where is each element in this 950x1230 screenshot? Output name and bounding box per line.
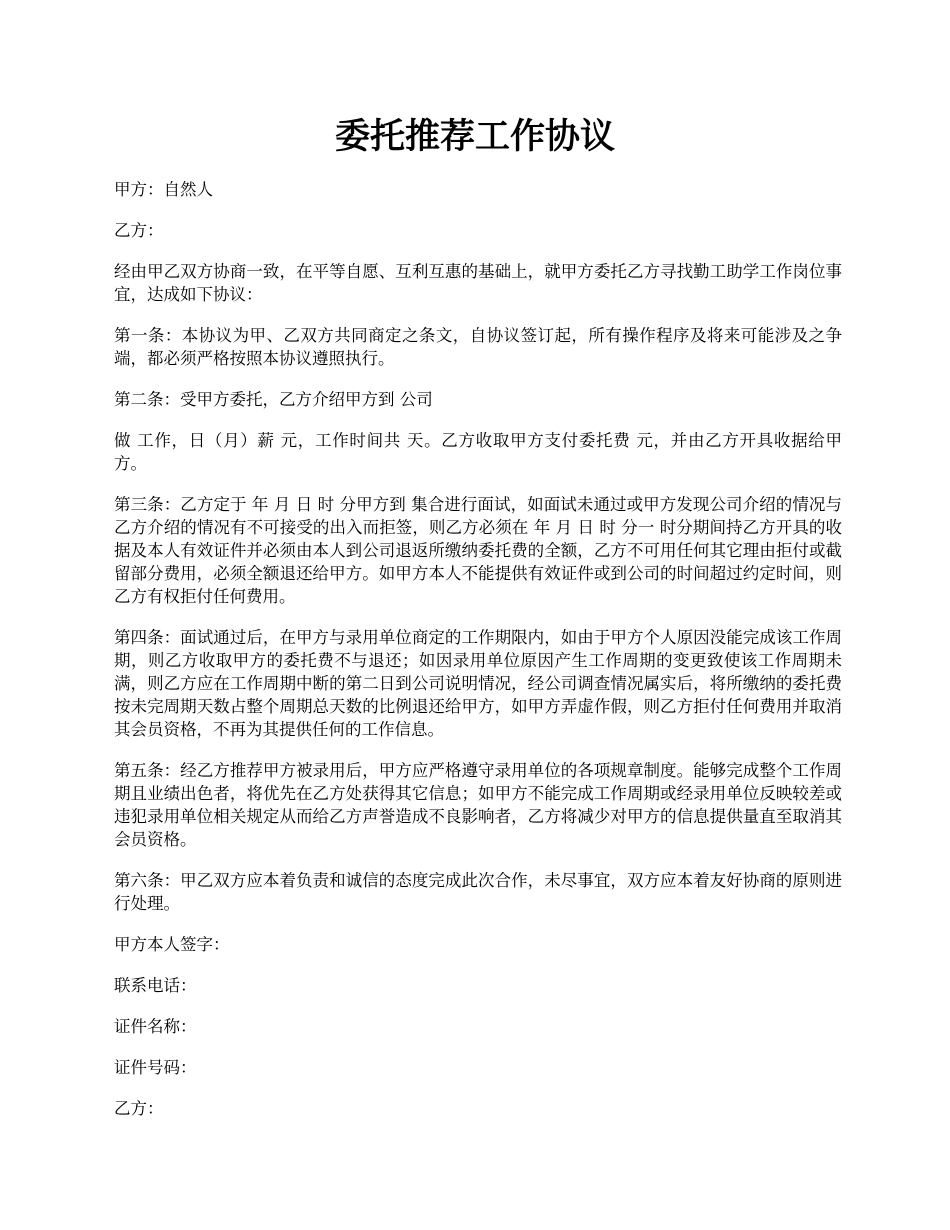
article-4: 第四条：面试通过后，在甲方与录用单位商定的工作期限内，如由于甲方个人原因没能完成该工作周期，则乙方收取甲方的委托费不与退还；如因录用单位原因产生工作周期的变更致使该工作周期未满，则乙方应在工作周期中断的第二日到公司说明情况，经公司调查情况属实后，将所缴纳的委托费按未完周期天数占整个周期总天数的比例退还给甲方，如甲方弄虚作假，则乙方拒付任何费用并取消其会员资格，不再为其提供任何的工作信息。 [114,628,842,739]
party-a-line: 甲方：自然人 [114,180,213,199]
document-title: 委托推荐工作协议 [334,116,615,157]
party-b-line: 乙方： [114,221,164,240]
article-5: 第五条：经乙方推荐甲方被录用后，甲方应严格遵守录用单位的各项规章制度。能够完成整个工作周期且业绩出色者，将优先在乙方处获得其它信息；如甲方不能完成工作周期或经录用单位反映较差或违犯录用单位相关规定从而给乙方声誉造成不良影响者，乙方将减少对甲方的信息提供量直至取消其会员资格。 [114,761,842,849]
article-1: 第一条：本协议为甲、乙双方共同商定之条文，自协议签订起，所有操作程序及将来可能涉及之争端，都必须严格按照本协议遵照执行。 [114,326,842,368]
id-number-line: 证件号码： [114,1058,197,1077]
party-b-signature-line: 乙方： [114,1099,164,1118]
party-a-signature-line: 甲方本人签字： [114,935,230,954]
contact-phone-line: 联系电话： [114,976,197,995]
article-3: 第三条：乙方定于 年 月 日 时 分甲方到 集合进行面试，如面试未通过或甲方发现公司介绍的情况与乙方介绍的情况有不可接受的出入而拒签，则乙方必须在 年 月 日 时 分一 时分期间持乙方开具的收据及本人有效证件并必须由本人到公司退返所缴纳委托费的全额，乙方不可用任何其它理由拒付或截留部分费用，必须全额退还给甲方。如甲方本人不能提供有效证件或到公司的时间超过约定时间，则乙方有权拒付任何费用。 [114,495,842,606]
article-6: 第六条：甲乙双方应本着负责和诚信的态度完成此次合作，未尽事宜，双方应本着友好协商的原则进行处理。 [114,871,842,913]
article-2-continued: 做 工作，日（月）薪 元，工作时间共 天。乙方收取甲方支付委托费 元，并由乙方开具收据给甲方。 [114,431,842,473]
article-2: 第二条：受甲方委托，乙方介绍甲方到 公司 [114,390,433,409]
preamble-paragraph: 经由甲乙双方协商一致，在平等自愿、互利互惠的基础上，就甲方委托乙方寻找勤工助学工作岗位事宜，达成如下协议： [114,262,842,304]
document-body [114,178,842,1138]
id-type-line: 证件名称： [114,1017,197,1036]
